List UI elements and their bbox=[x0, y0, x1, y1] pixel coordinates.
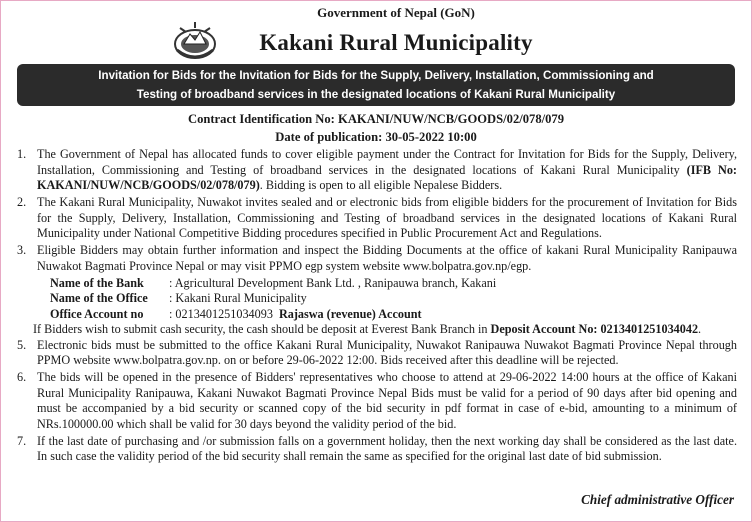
account-row bbox=[50, 307, 737, 323]
item-text: The Government of Nepal has allocated funds to cover eligible payment under the Contract for Invitation for Bids for the Supply, Delivery, Installation, Commissioning and Testing of broadband services in the designated locations of Kakani Rural Municipality bbox=[37, 147, 737, 177]
account-value: : 0213401251034093 bbox=[169, 306, 273, 321]
bank-value: : Agricultural Development Bank Ltd. , Ranipauwa branch, Kakani bbox=[169, 275, 497, 290]
account-label: Office Account no bbox=[50, 306, 144, 321]
item-text: The Kakani Rural Municipality, Nuwakot invites sealed and or electronic bids from eligible bidders for the procurement of Invitation for Bids for the Supply, Delivery, Installation, Commissioning and Testing of broadband services in the designated locations of Kakani Rural Municipality under National Competitive Bidding procedures specified in Public Procurement Act and Regulations. bbox=[37, 195, 737, 240]
cash-security-note bbox=[17, 322, 737, 338]
item-number: 2. bbox=[17, 195, 27, 209]
notice-body bbox=[17, 147, 737, 466]
item-number: 1. bbox=[17, 147, 27, 161]
list-item bbox=[17, 338, 737, 369]
item-text: Eligible Bidders may obtain further information and inspect the Bidding Documents at the office of kakani Rural Municipality Ranipauwa Nuwakot Bagmati Province Nepal or may visit PPMO egp system website www.bolpatra.gov.np/egp. bbox=[37, 243, 737, 273]
list-item bbox=[17, 243, 737, 274]
item-text: The bids will be opened in the presence of Bidders' representatives who choose to attend at 29-06-2022 14:00 hours at the office of Kakani Rural Municipality Ranipauwa, Kakani Nuwakot Bagmati Province Nepal Bids must be valid for a period of 90 days after bid opening and must be accompanied by a bid security or scanned copy of the bid security in pdf format in case of e-bid, amounting to a minimum of NRs.100000.00 which shall be valid for 30 days beyond the validity period of the bid. bbox=[37, 370, 737, 431]
list-item bbox=[17, 370, 737, 432]
banner-line-2: Testing of broadband services in the designated locations of Kakani Rural Municipality bbox=[136, 88, 616, 101]
office-row bbox=[50, 291, 737, 307]
list-item bbox=[17, 147, 737, 194]
item-text-end: . Bidding is open to all eligible Nepalese Bidders. bbox=[259, 178, 503, 192]
banner-line-1: Invitation for Bids for the Invitation for Bids for the Supply, Delivery, Installation, Commissioning and bbox=[98, 69, 654, 82]
government-heading: Government of Nepal (GoN) bbox=[317, 5, 475, 20]
list-item bbox=[17, 434, 737, 465]
office-value: : Kakani Rural Municipality bbox=[169, 291, 307, 305]
list-item bbox=[17, 195, 737, 242]
bank-label: Name of the Bank bbox=[50, 275, 144, 290]
deposit-account: Deposit Account No: 0213401251034042 bbox=[490, 322, 699, 336]
bid-title-banner bbox=[17, 64, 735, 106]
item-number: 6. bbox=[17, 370, 27, 384]
note-end: . bbox=[698, 322, 702, 336]
item-text: Electronic bids must be submitted to the office Kakani Rural Municipality, Nuwakot Ranipauwa Nuwakot Bagmati Province Nepal through PPMO website www.bolpatra.gov.np. on or before 29-06-2022 12:00. Bids received after this deadline will be rejected. bbox=[37, 337, 737, 367]
item-number: 3. bbox=[17, 243, 27, 257]
publication-date: Date of publication: 30-05-2022 10:00 bbox=[275, 130, 477, 144]
note-text: If Bidders wish to submit cash security, the cash should be deposit at Everest Bank Branch in bbox=[33, 322, 491, 336]
account-type: Rajaswa (revenue) Account bbox=[278, 306, 422, 321]
item-number: 7. bbox=[17, 433, 27, 448]
item-number: 5. bbox=[17, 337, 27, 352]
ifb-number: (IFB No: KAKANI/NUW/NCB/GOODS/02/078/079) bbox=[37, 162, 737, 192]
bank-details bbox=[17, 276, 737, 323]
item-text: If the last date of purchasing and /or submission falls on a government holiday, then the next working day shall be considered as the last date. In such case the validity period of the bid security shall remain the same as specified for the original last date of bid submission. bbox=[37, 433, 737, 463]
office-label: Name of the Office bbox=[50, 291, 148, 305]
municipality-title: Kakani Rural Municipality bbox=[259, 30, 533, 55]
signature: Chief administrative Officer bbox=[581, 492, 734, 507]
bank-row bbox=[50, 276, 737, 292]
contract-identification: Contract Identification No: KAKANI/NUW/NCB/GOODS/02/078/079 bbox=[187, 112, 565, 126]
